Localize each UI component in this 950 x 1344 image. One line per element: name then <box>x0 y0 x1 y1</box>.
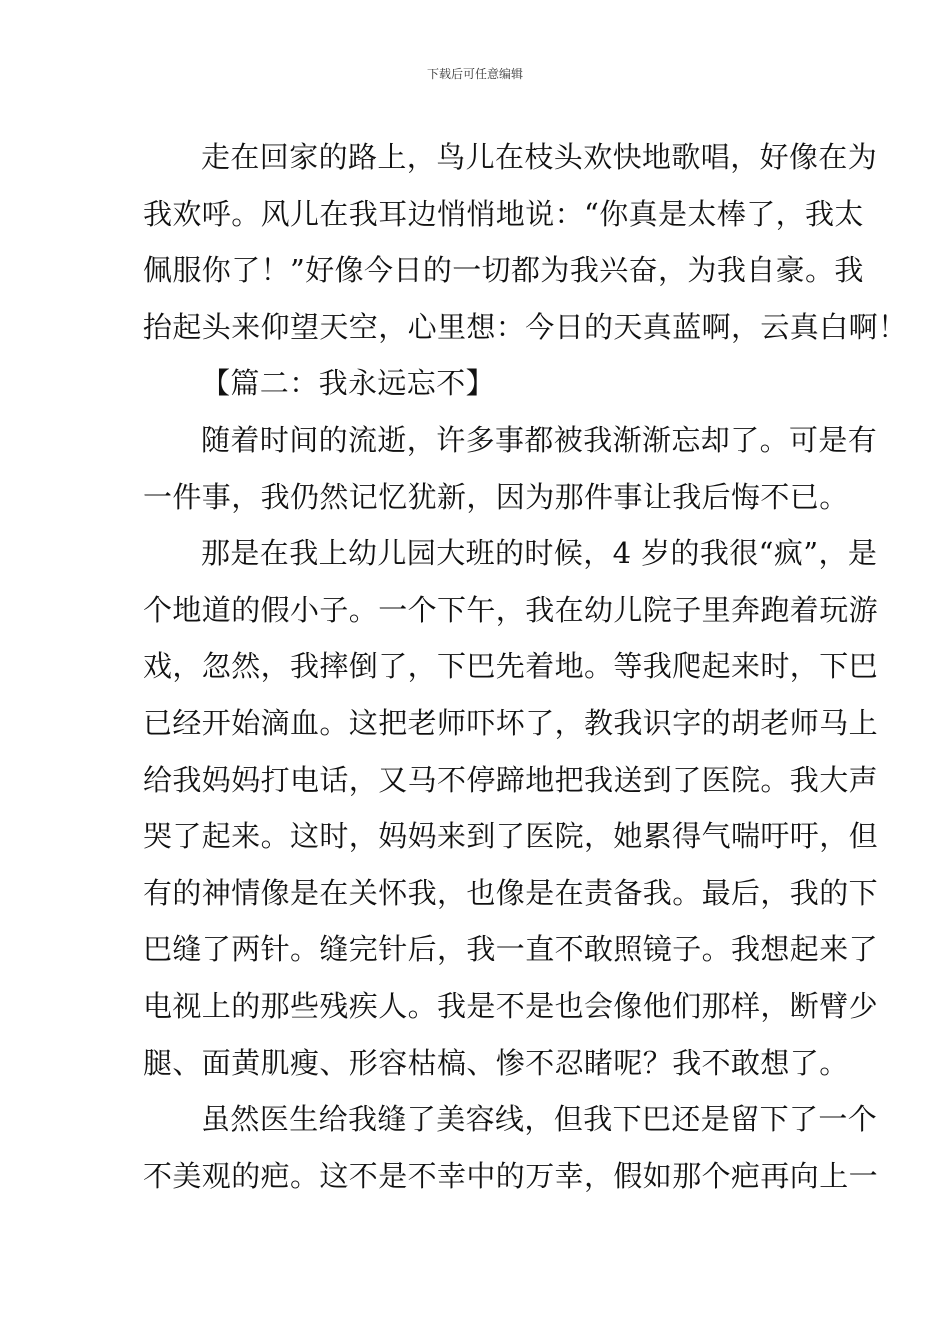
paragraph-scar <box>143 1091 879 1204</box>
document-body <box>143 129 908 1204</box>
text-line: 有的神情像是在关怀我，也像是在责备我。最后，我的下 <box>143 875 879 910</box>
paragraph-intro <box>143 412 878 525</box>
text-line: 个地道的假小子。一个下午，我在幼儿院子里奔跑着玩游 <box>143 592 879 627</box>
paragraph-story <box>143 525 879 1091</box>
text-line: 电视上的那些残疾人。我是不是也会像他们那样，断臂少 <box>143 988 879 1023</box>
text-line: 腿、面黄肌瘦、形容枯槁、惨不忍睹呢？我不敢想了。 <box>143 1045 849 1080</box>
text-line: 佩服你了！”好像今日的一切都为我兴奋，为我自豪。我 <box>143 253 864 288</box>
text-line: 戏，忽然，我摔倒了，下巴先着地。等我爬起来时，下巴 <box>143 649 879 684</box>
text-line: 我欢呼。风儿在我耳边悄悄地说：“你真是太棒了，我太 <box>143 196 864 231</box>
text-line: 抬起头来仰望天空，心里想：今日的天真蓝啊，云真白啊！ <box>143 309 908 344</box>
section-title: 【篇二：我永远忘不】 <box>201 366 496 401</box>
text-line: 巴缝了两针。缝完针后，我一直不敢照镜子。我想起来了 <box>143 932 879 967</box>
text-line: 不美观的疤。这不是不幸中的万幸，假如那个疤再向上一 <box>143 1158 879 1193</box>
text-line: 一件事，我仍然记忆犹新，因为那件事让我后悔不已。 <box>143 479 849 514</box>
text-line: 哭了起来。这时，妈妈来到了医院，她累得气喘吁吁，但 <box>143 819 879 854</box>
text-line: 走在回家的路上，鸟儿在枝头欢快地歌唱，好像在为 <box>201 140 878 174</box>
text-line: 随着时间的流逝，许多事都被我渐渐忘却了。可是有 <box>201 422 878 457</box>
text-line: 给我妈妈打电话，又马不停蹄地把我送到了医院。我大声 <box>143 762 879 797</box>
page-header: 下载后可任意编辑 <box>426 67 523 81</box>
text-line: 已经开始滴血。这把老师吓坏了，教我识字的胡老师马上 <box>143 705 879 740</box>
section-heading <box>143 355 805 412</box>
text-line: 那是在我上幼儿园大班的时候，4 岁的我很“疯”，是 <box>201 536 878 571</box>
text-line: 虽然医生给我缝了美容线，但我下巴还是留下了一个 <box>201 1102 878 1137</box>
paragraph-walking-home <box>143 129 908 355</box>
